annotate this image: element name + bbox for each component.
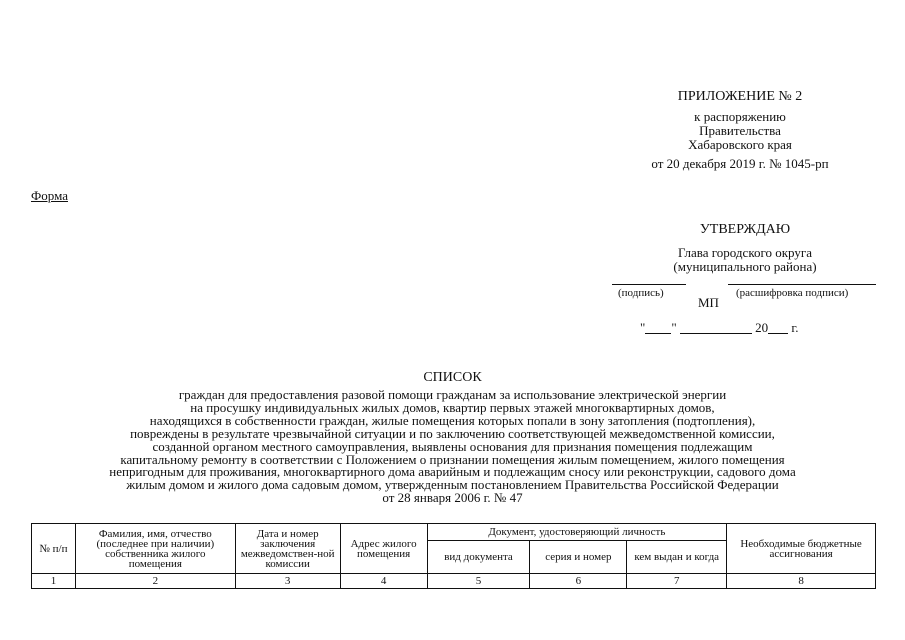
- appendix-line-2: Правительства: [699, 123, 781, 138]
- description-line: повреждены в результате чрезвычайной ситуации и по заключению соответствующей межведомственной комиссии,: [130, 425, 775, 441]
- column-number: 1: [32, 574, 76, 589]
- header-address: Адрес жилого помещения: [340, 524, 427, 574]
- description-line: от 28 января 2006 г. № 47: [382, 490, 523, 506]
- seal-label: МП: [698, 295, 719, 310]
- appendix-block: [640, 90, 840, 171]
- description-line: на просушку индивидуальных жилых домов, квартир первых этажей многоквартирных домов,: [190, 399, 715, 415]
- description-line: находящихся в собственности граждан, жилые помещения которых попали в зону затопления (подтопления),: [149, 412, 756, 428]
- appendix-line-1: к распоряжению: [694, 109, 786, 124]
- signature-caption: (подпись): [618, 287, 664, 299]
- month-blank: [680, 321, 752, 334]
- year-prefix: 20: [755, 320, 769, 335]
- header-document-group: Документ, удостоверяющий личность: [427, 524, 727, 541]
- column-number: 4: [340, 574, 427, 589]
- table-number-row: [32, 574, 876, 589]
- description-line: граждан для предоставления разовой помощи гражданам за использование электрической энергии: [178, 387, 727, 402]
- column-number: 2: [75, 574, 235, 589]
- description-line: жилым домом и жилого дома садовым домом, утвержденным постановлением Правительства Российской Федерации: [126, 477, 779, 493]
- description-line: непригодным для проживания, многоквартирного дома аварийным и подлежащим сносу или реконструкции, садового дома: [109, 464, 796, 480]
- date-quote-close: ": [671, 320, 677, 335]
- header-budget: Необходимые бюджетные ассигнования: [727, 524, 876, 574]
- signature-row: [610, 284, 880, 314]
- approve-title: УТВЕРЖДАЮ: [699, 222, 791, 237]
- list-description: [40, 389, 865, 505]
- name-line: [728, 284, 876, 285]
- form-label: Форма: [31, 188, 68, 203]
- column-number: 5: [427, 574, 530, 589]
- column-number: 3: [235, 574, 340, 589]
- name-caption: (расшифровка подписи): [736, 287, 849, 299]
- approval-block: [610, 222, 880, 336]
- header-num: № п/п: [32, 524, 76, 574]
- date-quote-open: ": [640, 320, 646, 335]
- year-suffix: г.: [791, 320, 799, 335]
- header-doc-series: серия и номер: [530, 541, 627, 574]
- header-conclusion: Дата и номер заключения межведомствен-ной комиссии: [235, 524, 340, 574]
- header-doc-issued: кем выдан и когда: [627, 541, 727, 574]
- header-fio: Фамилия, имя, отчество (последнее при наличии) собственника жилого помещения: [75, 524, 235, 574]
- appendix-line-3: Хабаровского края: [688, 137, 792, 152]
- column-number: 7: [627, 574, 727, 589]
- approval-date-line: [640, 320, 880, 336]
- appendix-date: от 20 декабря 2019 г. № 1045-рп: [651, 156, 829, 171]
- approve-position-1: Глава городского округа: [678, 245, 812, 260]
- day-blank: [645, 321, 671, 334]
- column-number: 8: [727, 574, 876, 589]
- year-blank: [768, 321, 788, 334]
- column-number: 6: [530, 574, 627, 589]
- appendix-title: ПРИЛОЖЕНИЕ № 2: [677, 89, 803, 104]
- signature-line: [612, 284, 686, 285]
- description-line: созданной органом местного самоуправления, выявлены основания для признания помещения подлежащим: [152, 438, 753, 454]
- citizens-table: [31, 523, 876, 589]
- list-heading: СПИСОК: [423, 370, 482, 385]
- description-line: капитальному ремонту в соответствии с Положением о признании помещения жилым помещением, жилого помещения: [120, 451, 785, 467]
- table-header-row: [32, 524, 876, 541]
- header-doc-type: вид документа: [427, 541, 530, 574]
- approve-position-2: (муниципального района): [673, 259, 817, 274]
